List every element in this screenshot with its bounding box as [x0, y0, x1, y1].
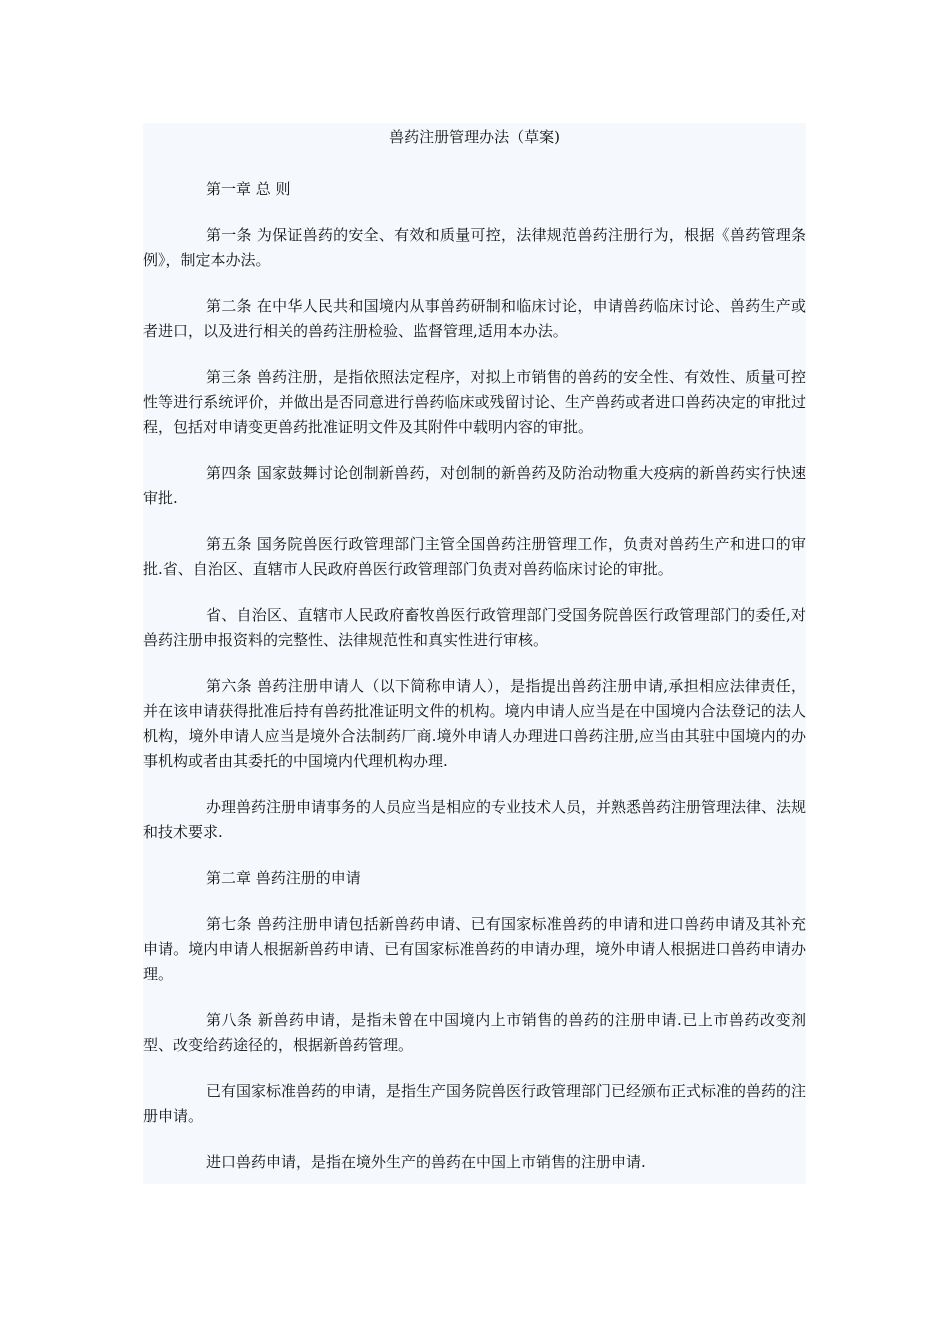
document-content [143, 123, 806, 1184]
article-paragraph: 办理兽药注册申请事务的人员应当是相应的专业技术人员，并熟悉兽药注册管理法律、法规和技术要求. [143, 798, 807, 841]
article-paragraph: 第一条 为保证兽药的安全、有效和质量可控，法律规范兽药注册行为，根据《兽药管理条例》，制定本办法。 [143, 226, 806, 269]
article-paragraph: 已有国家标准兽药的申请，是指生产国务院兽医行政管理部门已经颁布正式标准的兽药的注册申请。 [143, 1082, 807, 1125]
article-paragraph: 进口兽药申请，是指在境外生产的兽药在中国上市销售的注册申请. [206, 1153, 646, 1171]
article-paragraph: 第八条 新兽药申请，是指未曾在中国境内上市销售的兽药的注册申请.已上市兽药改变剂型、改变给药途径的，根据新兽药管理。 [143, 1011, 806, 1054]
article-paragraph: 第三条 兽药注册，是指依照法定程序，对拟上市销售的兽药的安全性、有效性、质量可控性等进行系统评价，并做出是否同意进行兽药临床或残留讨论、生产兽药或者进口兽药决定的审批过程，包括对申请变更兽药批准证明文件及其附件中载明内容的审批。 [143, 368, 806, 436]
article-paragraph: 省、自治区、直辖市人民政府畜牧兽医行政管理部门受国务院兽医行政管理部门的委任,对兽药注册申报资料的完整性、法律规范性和真实性进行审核。 [143, 606, 806, 649]
chapter-heading: 第一章 总 则 [206, 180, 291, 198]
article-paragraph: 第五条 国务院兽医行政管理部门主管全国兽药注册管理工作，负责对兽药生产和进口的审批.省、自治区、直辖市人民政府兽医行政管理部门负责对兽药临床讨论的审批。 [143, 535, 806, 578]
article-paragraph: 第二条 在中华人民共和国境内从事兽药研制和临床讨论，申请兽药临床讨论、兽药生产或者进口，以及进行相关的兽药注册检验、监督管理,适用本办法。 [143, 297, 806, 340]
document-title: 兽药注册管理办法（草案) [389, 128, 560, 146]
article-paragraph: 第四条 国家鼓舞讨论创制新兽药，对创制的新兽药及防治动物重大疫病的新兽药实行快速审批. [143, 464, 806, 507]
article-paragraph: 第七条 兽药注册申请包括新兽药申请、已有国家标准兽药的申请和进口兽药申请及其补充申请。境内申请人根据新兽药申请、已有国家标准兽药的申请办理，境外申请人根据进口兽药申请办理。 [143, 915, 806, 983]
article-paragraph: 第六条 兽药注册申请人（以下简称申请人），是指提出兽药注册申请,承担相应法律责任，并在该申请获得批准后持有兽药批准证明文件的机构。境内申请人应当是在中国境内合法登记的法人机构，境外申请人应当是境外合法制药厂商.境外申请人办理进口兽药注册,应当由其驻中国境内的办事机构或者由其委托的中国境内代理机构办理. [143, 677, 806, 770]
chapter-heading: 第二章 兽药注册的申请 [206, 869, 361, 887]
